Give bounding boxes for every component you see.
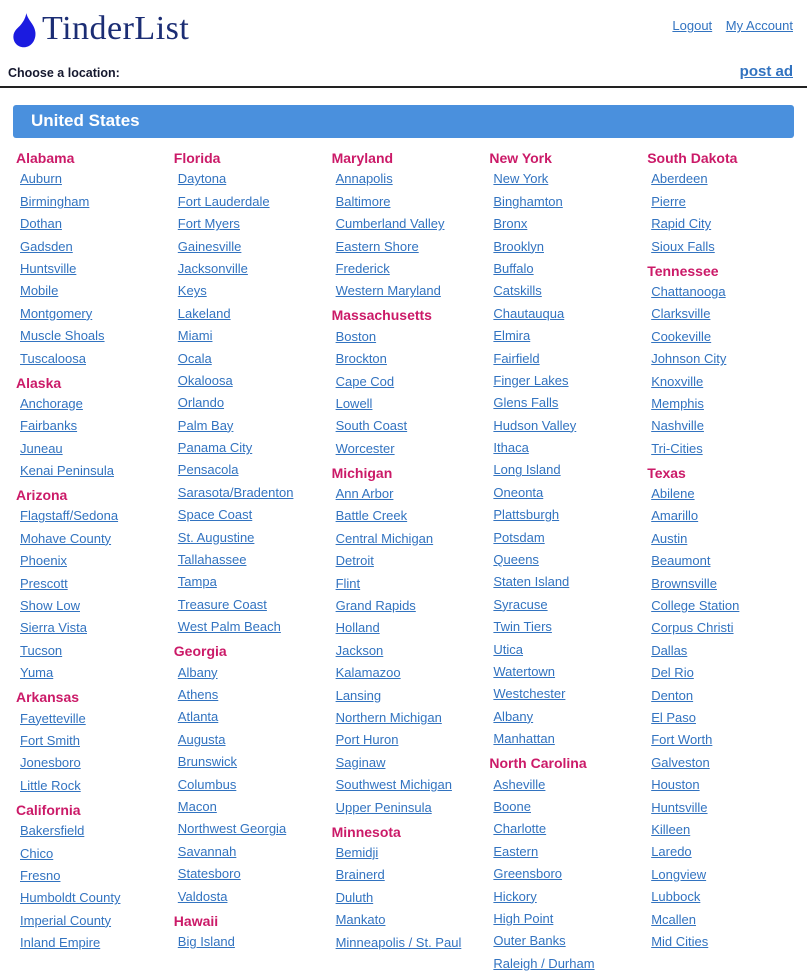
city-link[interactable]: Fairfield <box>493 350 540 366</box>
city-link[interactable]: South Coast <box>335 418 408 434</box>
city-link[interactable]: Rapid City <box>651 216 712 232</box>
choose-location-label: Choose a location: <box>8 66 120 80</box>
city-link[interactable]: Hickory <box>493 888 537 904</box>
city-link[interactable]: Port Huron <box>335 732 399 748</box>
city-link[interactable]: Pierre <box>651 193 686 209</box>
choose-location-row <box>0 49 807 80</box>
city-link[interactable]: Northern Michigan <box>335 709 442 725</box>
top-nav <box>662 18 793 33</box>
city-link[interactable]: Pensacola <box>177 462 239 478</box>
city-link[interactable]: Cape Cod <box>335 373 395 389</box>
city-link[interactable]: Little Rock <box>20 777 81 793</box>
state-group <box>172 914 324 948</box>
city-link[interactable]: Northwest Georgia <box>177 821 287 837</box>
city-link[interactable]: Sierra Vista <box>20 620 87 636</box>
state-heading: South Dakota <box>647 150 738 166</box>
state-group <box>172 151 324 633</box>
state-group <box>645 151 797 253</box>
state-group <box>330 466 482 814</box>
logo-text: TinderList <box>42 9 190 47</box>
city-link[interactable]: Battle Creek <box>335 508 408 524</box>
city-link[interactable]: Orlando <box>177 395 225 411</box>
city-link[interactable]: Bakersfield <box>20 823 85 839</box>
city-link[interactable]: Charlotte <box>493 821 547 837</box>
city-link[interactable]: Keys <box>177 283 207 299</box>
city-link[interactable]: Western Maryland <box>335 283 441 299</box>
city-link[interactable]: Tri-Cities <box>651 440 703 456</box>
city-link[interactable]: Fort Smith <box>20 732 80 748</box>
state-group <box>330 151 482 297</box>
city-link[interactable]: Prescott <box>20 575 68 591</box>
page-header <box>0 0 807 49</box>
city-link[interactable]: Flint <box>335 575 361 591</box>
city-link[interactable]: Fort Worth <box>651 732 713 748</box>
state-heading: Georgia <box>173 643 227 660</box>
city-link[interactable]: Augusta <box>177 731 226 747</box>
city-link[interactable]: Treasure Coast <box>177 596 267 612</box>
city-link[interactable]: Chautauqua <box>493 305 565 321</box>
city-link[interactable]: Ocala <box>177 350 212 366</box>
city-link[interactable]: West Palm Beach <box>177 619 281 635</box>
city-link[interactable]: Southwest Michigan <box>335 777 452 793</box>
city-link[interactable]: Eastern Shore <box>335 238 419 254</box>
city-link[interactable]: Dallas <box>651 642 688 658</box>
state-heading: New York <box>489 150 552 166</box>
city-link[interactable]: Okaloosa <box>177 372 233 388</box>
state-column <box>487 140 645 979</box>
city-link[interactable]: Albany <box>493 708 534 724</box>
city-link[interactable]: Bemidji <box>335 844 379 860</box>
state-group <box>487 151 639 745</box>
city-link[interactable]: El Paso <box>651 709 696 725</box>
city-link[interactable]: Brockton <box>335 351 387 367</box>
city-link[interactable]: Minneapolis / St. Paul <box>335 934 462 950</box>
city-link[interactable]: Elmira <box>493 328 531 344</box>
state-column <box>172 140 330 979</box>
city-link[interactable]: Huntsville <box>651 799 708 815</box>
city-link[interactable]: Tucson <box>20 642 63 658</box>
city-link[interactable]: Gainesville <box>177 238 242 254</box>
city-link[interactable]: Palm Bay <box>177 417 234 433</box>
city-link[interactable]: Yuma <box>20 665 54 681</box>
city-link[interactable]: Athens <box>177 686 219 702</box>
city-link[interactable]: Syracuse <box>493 596 548 612</box>
city-link[interactable]: Abilene <box>651 486 695 502</box>
city-link[interactable]: Fort Myers <box>177 216 240 232</box>
country-banner: United States <box>13 105 794 138</box>
city-link[interactable]: New York <box>493 171 549 187</box>
location-columns <box>0 138 807 979</box>
state-heading: Hawaii <box>173 912 219 929</box>
city-link[interactable]: Brunswick <box>177 754 238 770</box>
logo[interactable] <box>10 8 189 49</box>
city-link[interactable]: Utica <box>493 641 524 657</box>
city-link[interactable]: Mcallen <box>651 911 696 927</box>
city-link[interactable]: Space Coast <box>177 507 253 523</box>
city-link[interactable]: Killeen <box>651 821 691 837</box>
city-link[interactable]: Johnson City <box>651 351 727 367</box>
city-link[interactable]: Fresno <box>20 867 61 883</box>
city-link[interactable]: Longview <box>651 866 707 882</box>
city-link[interactable]: Chico <box>20 845 54 861</box>
city-link[interactable]: Brownsville <box>651 575 717 591</box>
city-link[interactable]: Inland Empire <box>20 935 101 951</box>
city-link[interactable]: Birmingham <box>20 193 90 209</box>
city-link[interactable]: Aberdeen <box>651 171 708 187</box>
city-link[interactable]: Binghamton <box>493 193 563 209</box>
city-link[interactable]: Chattanooga <box>651 283 726 299</box>
city-link[interactable]: Glens Falls <box>493 395 559 411</box>
state-heading: Texas <box>647 464 686 481</box>
city-link[interactable]: Mid Cities <box>651 933 709 949</box>
city-link[interactable]: Fort Lauderdale <box>177 193 270 209</box>
city-link[interactable]: Muscle Shoals <box>20 328 105 344</box>
city-link[interactable]: Duluth <box>335 889 374 905</box>
city-link[interactable]: Denton <box>651 687 694 703</box>
state-heading: Tennessee <box>647 262 719 279</box>
city-link[interactable]: Westchester <box>493 686 566 702</box>
city-link[interactable]: Plattsburgh <box>493 507 560 523</box>
city-link[interactable]: Central Michigan <box>335 530 434 546</box>
city-link[interactable]: Humboldt County <box>20 890 121 906</box>
my-account-link[interactable]: My Account <box>725 18 793 33</box>
city-link[interactable]: Show Low <box>20 598 80 614</box>
city-link[interactable]: Outer Banks <box>493 933 566 949</box>
state-heading: California <box>16 801 81 818</box>
city-link[interactable]: Detroit <box>335 553 374 569</box>
city-link[interactable]: Corpus Christi <box>651 620 734 636</box>
city-link[interactable]: Jackson <box>335 642 384 658</box>
city-link[interactable]: Memphis <box>651 395 704 411</box>
city-link[interactable]: Brainerd <box>335 867 385 883</box>
state-group <box>14 488 166 679</box>
state-group <box>645 466 797 948</box>
city-link[interactable]: Juneau <box>20 440 63 456</box>
city-link[interactable]: Lakeland <box>177 305 231 321</box>
city-link[interactable]: Dothan <box>20 216 62 232</box>
city-link[interactable]: Atlanta <box>177 709 219 725</box>
state-group <box>645 264 797 455</box>
city-link[interactable]: Cookeville <box>651 328 712 344</box>
city-link[interactable]: Jacksonville <box>177 260 248 276</box>
city-link[interactable]: Austin <box>651 530 688 546</box>
city-link[interactable]: Knoxville <box>651 373 704 389</box>
city-link[interactable]: Baltimore <box>335 193 391 209</box>
city-link[interactable]: Sarasota/Bradenton <box>177 484 294 500</box>
city-link[interactable]: Mobile <box>20 283 59 299</box>
state-column <box>14 140 172 979</box>
city-link[interactable]: Annapolis <box>335 171 393 187</box>
city-link[interactable]: Imperial County <box>20 912 112 928</box>
city-link[interactable]: Mohave County <box>20 530 112 546</box>
city-link[interactable]: Houston <box>651 777 700 793</box>
city-link[interactable]: Phoenix <box>20 553 67 569</box>
city-link[interactable]: Nashville <box>651 418 704 434</box>
city-link[interactable]: Panama City <box>177 440 253 456</box>
city-link[interactable]: Statesboro <box>177 866 241 882</box>
state-heading: Minnesota <box>331 823 401 840</box>
city-link[interactable]: Fairbanks <box>20 418 78 434</box>
state-column <box>330 140 488 979</box>
state-group <box>14 151 166 365</box>
city-link[interactable]: Auburn <box>20 171 62 187</box>
city-link[interactable]: Grand Rapids <box>335 598 416 614</box>
city-link[interactable]: Lansing <box>335 687 382 703</box>
city-link[interactable]: Clarksville <box>651 306 711 322</box>
flame-icon <box>10 8 40 49</box>
city-link[interactable]: Frederick <box>335 260 390 276</box>
city-link[interactable]: College Station <box>651 598 740 614</box>
city-link[interactable]: Kenai Peninsula <box>20 463 114 479</box>
city-link[interactable]: Boone <box>493 798 531 814</box>
state-group <box>14 803 166 949</box>
city-link[interactable]: Del Rio <box>651 665 694 681</box>
city-link[interactable]: Daytona <box>177 171 227 187</box>
state-heading: Alaska <box>16 374 62 391</box>
city-link[interactable]: Raleigh / Durham <box>493 955 595 971</box>
city-link[interactable]: Beaumont <box>651 553 711 569</box>
city-link[interactable]: Albany <box>177 664 218 680</box>
city-link[interactable]: Catskills <box>493 283 542 299</box>
city-link[interactable]: Lubbock <box>651 889 701 905</box>
city-link[interactable]: Boston <box>335 328 377 344</box>
city-link[interactable]: Long Island <box>493 462 561 478</box>
state-group <box>330 308 482 454</box>
city-link[interactable]: Valdosta <box>177 888 228 904</box>
city-link[interactable]: Upper Peninsula <box>335 799 432 815</box>
post-ad-link[interactable]: post ad <box>739 63 793 80</box>
state-heading: Alabama <box>16 150 75 166</box>
city-link[interactable]: Jonesboro <box>20 755 81 771</box>
logout-link[interactable]: Logout <box>672 18 713 33</box>
state-group <box>487 756 639 970</box>
city-link[interactable]: Fayetteville <box>20 710 86 726</box>
city-link[interactable]: Huntsville <box>20 260 77 276</box>
city-link[interactable]: Montgomery <box>20 305 93 321</box>
city-link[interactable]: Galveston <box>651 754 710 770</box>
city-link[interactable]: Ithaca <box>493 440 529 456</box>
city-link[interactable]: Macon <box>177 798 217 814</box>
city-link[interactable]: Staten Island <box>493 574 570 590</box>
city-link[interactable]: Columbus <box>177 776 237 792</box>
city-link[interactable]: Watertown <box>493 663 556 679</box>
city-link[interactable]: Saginaw <box>335 754 386 770</box>
state-group <box>14 376 166 478</box>
city-link[interactable]: Anchorage <box>20 395 83 411</box>
city-link[interactable]: Worcester <box>335 440 395 456</box>
city-link[interactable]: Tampa <box>177 574 217 590</box>
city-link[interactable]: Potsdam <box>493 529 545 545</box>
state-heading: Arkansas <box>16 689 80 706</box>
state-group <box>14 690 166 792</box>
city-link[interactable]: Cumberland Valley <box>335 216 445 232</box>
city-link[interactable]: Eastern <box>493 843 539 859</box>
city-link[interactable]: Tallahassee <box>177 552 247 568</box>
city-link[interactable]: Flagstaff/Sedona <box>20 508 119 524</box>
city-link[interactable]: Twin Tiers <box>493 619 552 635</box>
state-column <box>645 140 803 979</box>
city-link[interactable]: Mankato <box>335 912 386 928</box>
city-link[interactable]: St. Augustine <box>177 529 255 545</box>
state-heading: Massachusetts <box>331 307 432 324</box>
city-link[interactable]: Brooklyn <box>493 238 544 254</box>
city-link[interactable]: Gadsden <box>20 238 73 254</box>
city-link[interactable]: Hudson Valley <box>493 417 577 433</box>
city-link[interactable]: Lowell <box>335 395 373 411</box>
city-link[interactable]: Queens <box>493 552 539 568</box>
city-link[interactable]: Holland <box>335 620 380 636</box>
city-link[interactable]: Miami <box>177 328 213 344</box>
state-heading: North Carolina <box>489 755 587 772</box>
state-heading: Michigan <box>331 464 393 481</box>
city-link[interactable]: High Point <box>493 910 554 926</box>
city-link[interactable]: Savannah <box>177 843 237 859</box>
city-link[interactable]: Asheville <box>493 776 546 792</box>
city-link[interactable]: Buffalo <box>493 260 534 276</box>
city-link[interactable]: Ann Arbor <box>335 486 394 502</box>
city-link[interactable]: Manhattan <box>493 731 555 747</box>
city-link[interactable]: Bronx <box>493 216 528 232</box>
state-heading: Maryland <box>331 150 394 166</box>
city-link[interactable]: Sioux Falls <box>651 238 715 254</box>
state-heading: Florida <box>173 150 221 166</box>
city-link[interactable]: Oneonta <box>493 484 544 500</box>
state-group <box>172 644 324 902</box>
header-divider <box>0 86 807 88</box>
city-link[interactable]: Greensboro <box>493 866 563 882</box>
city-link[interactable]: Finger Lakes <box>493 372 569 388</box>
state-group <box>330 825 482 949</box>
city-link[interactable]: Kalamazoo <box>335 665 401 681</box>
city-link[interactable]: Amarillo <box>651 508 699 524</box>
city-link[interactable]: Laredo <box>651 844 692 860</box>
state-heading: Arizona <box>16 487 68 504</box>
city-link[interactable]: Big Island <box>177 933 235 949</box>
city-link[interactable]: Tuscaloosa <box>20 350 86 366</box>
